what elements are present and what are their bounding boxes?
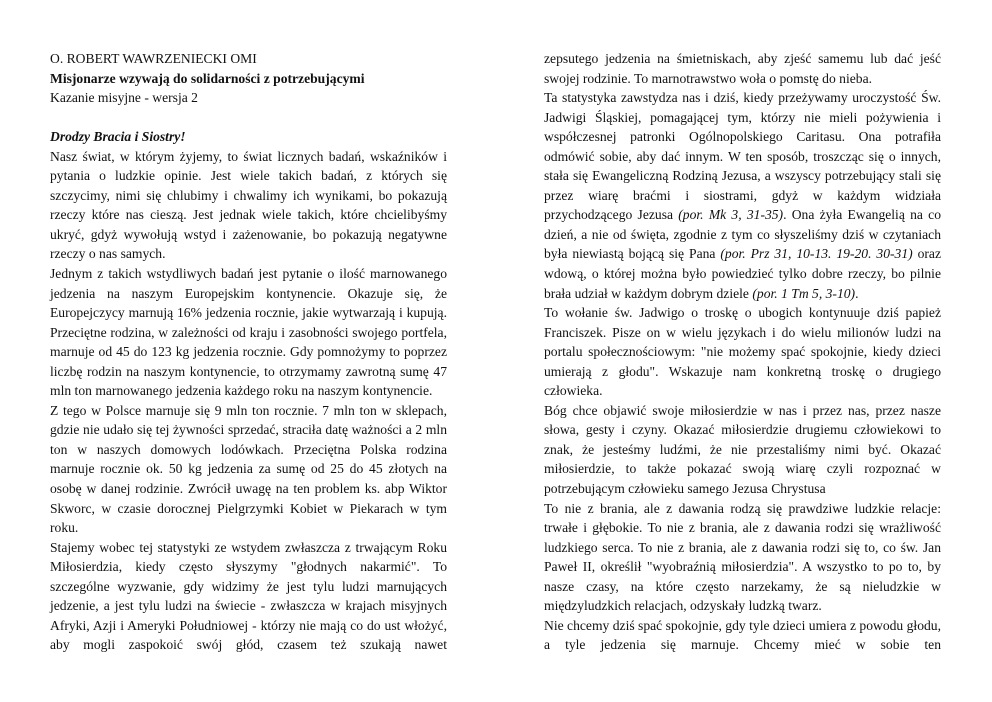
sermon-title: Misjonarze wzywają do solidarności z potrzebującymi [50,70,365,86]
paragraph-text: . [855,285,859,301]
right-column [544,49,941,655]
paragraph: Stajemy wobec tej statystyki ze wstydem zwłaszcza z trwającym Roku Miłosierdzia, kiedy często słyszymy "głodnych nakarmić". To szczególne wyzwanie, gdy widzimy że jest tylu ludzi marnujących jedzenie, a jest tylu ludzi na świecie - zwłaszcza w krajach misyjnych Afryki, Azji i Ameryki Południowej - którzy nie mają co do ust włożyć, aby mogli zaspokoić swój głód, czasem też szukają nawet [50,539,447,653]
scripture-reference: (por. 1 Tm 5, 3-10) [752,285,856,301]
paragraph-text: oraz wdową, o której można było powiedzieć tylko dobre rzeczy, bo pilnie brała udział w każdym dobrym dziele [544,246,941,301]
paragraph: To wołanie św. Jadwigo o troskę o ubogich kontynuuje dziś papież Franciszek. Pisze on w wielu językach i do wielu milionów ludzi na portalu społecznościowym: "nie możemy spać spokojnie, kiedy dzieci umierają z głodu". Wskazuje nam konkretną troskę o drugiego człowieka. [544,305,941,399]
paragraph: Nie chcemy dziś spać spokojnie, gdy tyle dzieci umiera z powodu głodu, a tyle jedzenia się marnuje. Chcemy mieć w sobie ten [544,617,941,653]
author-name: O. ROBERT WAWRZENIECKI OMI [50,51,257,66]
greeting: Drodzy Bracia i Siostry! [50,129,186,145]
paragraph [544,88,941,303]
paragraph-text: Ta statystyka zawstydza nas i dziś, kiedy przeżywamy uroczystość Św. Jadwigi Śląskiej, pomagającej tym, którzy nie mieli pożywienia i współczesnej patronki Ogólnopolskiego Caritasu. Ona potrafiła odmówić sobie, aby dać innym. W ten sposób, troszcząc się o innych, stała się Ewangeliczną Rodziną Jezusa, a wszyscy potrzebujący stali się przez wiarę braćmi i siostrami, gdyż w każdym widziała przychodzącego Jezusa [544,90,941,223]
scripture-reference: (por. Mk 3, 31-35) [678,207,784,223]
paragraph-text: . Ona żyła Ewangelią na co dzień, a nie od święta, zgodnie z tym co słyszeliśmy dziś w czytaniach była niewiastą bojącą się Pana [544,207,941,262]
paragraph: Bóg chce objawić swoje miłosierdzie w nas i przez nas, przez nasze słowa, gesty i czyny. Okazać miłosierdzie drugiemu człowiekowi to znak, że jesteśmy ludźmi, że nie przestaliśmy nimi być. Okazać miłosierdzie, to także pokazać swoją wiarę czyli rozpoznać w potrzebującym człowieku samego Jezusa Chrystusa [544,402,941,497]
paragraph: Jednym z takich wstydliwych badań jest pytanie o ilość marnowanego jedzenia na naszym Europejskim kontynencie. Okazuje się, że Europejczycy marnują 16% jedzenia rocznie, jakie wytwarzają i kupują. Przeciętne rodzina, w zależności od kraju i zasobności swojego portfela, marnuje od 45 do 123 kg jedzenia rocznie. Gdy pomnożymy to poprzez liczbę rodzin na naszym kontynencie, to otrzymamy zawrotną sumę 47 mln ton marnowanego jedzenia każdego roku na naszym kontynencie. [50,266,447,399]
paragraph: Nasz świat, w którym żyjemy, to świat licznych badań, wskaźników i pytania o ludzkie opinie. Jest wiele takich badań, z których się szczycimy, nimi się chlubimy i chwalimy ich wynikami, bo pokazują rzeczy które nas cieszą. Jest jednak wiele takich, które chcielibyśmy ukryć, gdyż wywołują wstyd i zażenowanie, bo pokazują negatywne rzeczy o nas samych. [50,148,447,262]
blank-line [50,108,447,128]
paragraph: zepsutego jedzenia na śmietniskach, aby zjeść samemu lub dać jeść swojej rodzinie. To marnotrawstwo woła o pomstę do nieba. [544,51,941,86]
paragraph: To nie z brania, ale z dawania rodzą się prawdziwe ludzkie relacje: trwałe i głębokie. To nie z brania, ale z dawania rodzi się wrażliwość ludzkiego serca. To nie z brania, ale z dawania rodzi się to, co św. Jan Paweł II, określił "wyobraźnią miłosierdzia". A wszystko to po to, by nasze czasy, na które często narzekamy, że są nieludzkie w międzyludzkich relacjach, odzyskały ludzką twarz. [544,500,941,614]
scripture-reference: (por. Prz 31, 10-13. 19-20. 30-31) [720,246,913,262]
sermon-subtitle: Kazanie misyjne - wersja 2 [50,90,198,106]
left-column [50,49,447,655]
paragraph: Z tego w Polsce marnuje się 9 mln ton rocznie. 7 mln ton w sklepach, gdzie nie udało się tej żywności sprzedać, straciła datę ważności a 2 mln ton w naszych domowych lodówkach. Przeciętna Polska rodzina marnuje rocznie ok. 50 kg jedzenia za sumę od 25 do 45 złotych na osobę w danej rodzinie. Zwrócił uwagę na ten problem ks. abp Wiktor Skworc, w czasie dorocznej Pielgrzymki Kobiet w Piekarach w tym roku. [50,402,447,536]
